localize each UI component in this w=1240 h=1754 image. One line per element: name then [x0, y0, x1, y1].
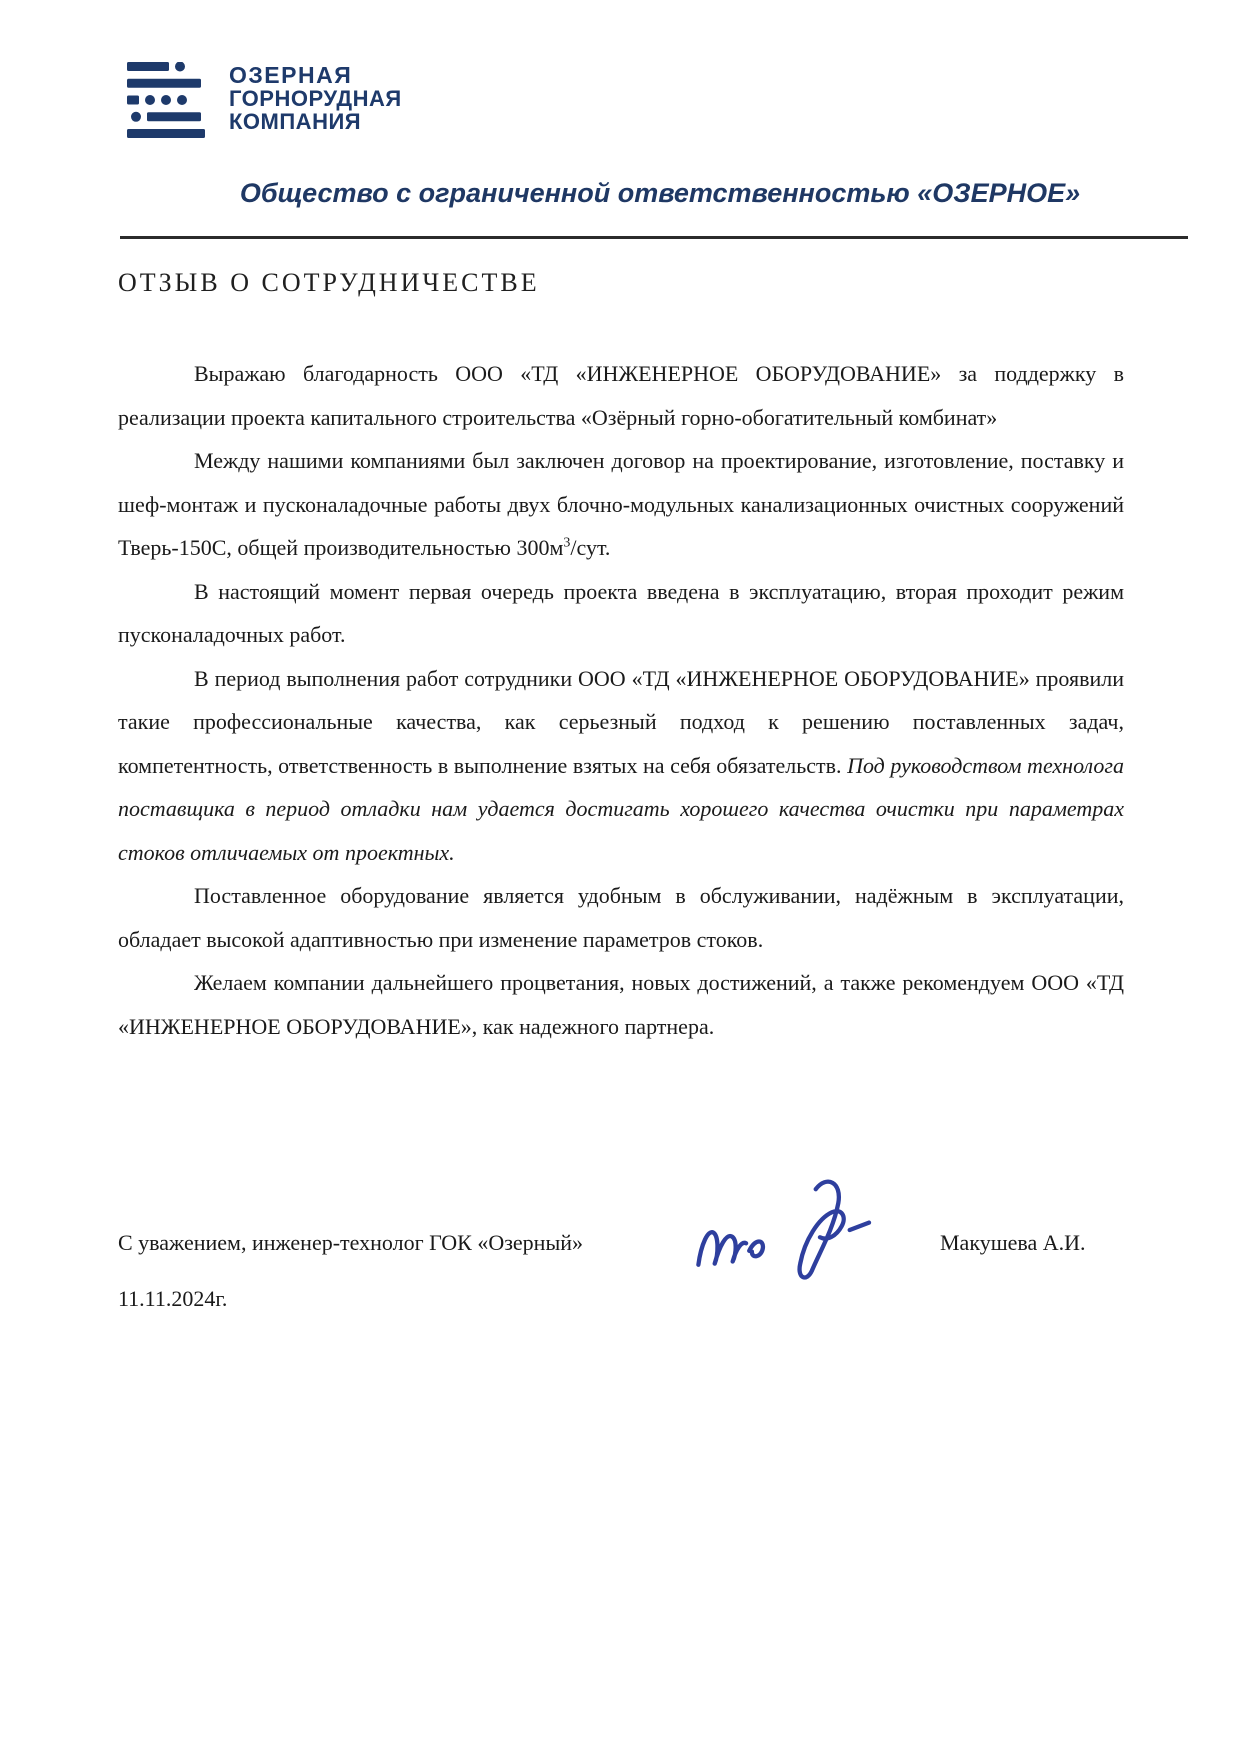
document-title: ОТЗЫВ О СОТРУДНИЧЕСТВЕ: [118, 268, 540, 297]
signature-date: 11.11.2024г.: [118, 1286, 228, 1311]
paragraph-4: [118, 657, 1124, 875]
paragraph-3-text: В настоящий момент первая очередь проекта введена в эксплуатацию, вторая проходит режим пусконаладочных работ.: [118, 578, 1124, 647]
company-logo: [127, 62, 402, 138]
logo-word-3: КОМПАНИЯ: [229, 109, 362, 134]
paragraph-5: [118, 874, 1124, 961]
letter-body: [118, 352, 1124, 1048]
paragraph-4-italic-text: Под руководством технолога поставщика в период отладки нам удается достигать хорошего качества очистки при параметрах стоков отличаемых от проектных.: [118, 752, 1124, 865]
logo-word-2: ГОРНОРУДНАЯ: [229, 86, 402, 111]
paragraph-3: [118, 570, 1124, 657]
handwritten-signature-icon: [676, 1171, 883, 1297]
closing-line: С уважением, инженер-технолог ГОК «Озерный»: [118, 1230, 584, 1255]
signer-name: Макушева А.И.: [940, 1230, 1086, 1255]
paragraph-6-text: Желаем компании дальнейшего процветания, новых достижений, а также рекомендуем ООО «ТД «ИНЖЕНЕРНОЕ ОБОРУДОВАНИЕ», как надежного партнера.: [118, 970, 1124, 1039]
logo-mark-icon: [127, 62, 207, 138]
superscript-3: 3: [563, 535, 571, 551]
paragraph-2: [118, 439, 1124, 570]
logo-wordmark: [229, 64, 402, 133]
logo-word-1: ОЗЕРНАЯ: [229, 62, 353, 88]
paragraph-1-text: Выражаю благодарность ООО «ТД «ИНЖЕНЕРНОЕ ОБОРУДОВАНИЕ» за поддержку в реализации проекта капитального строительства «Озёрный горно-обогатительный комбинат»: [118, 361, 1124, 430]
paragraph-2-tail: /сут.: [570, 535, 611, 560]
org-name-line: Общество с ограниченной ответственностью «ОЗЕРНОЕ»: [239, 178, 1081, 208]
paragraph-6: [118, 961, 1124, 1048]
paragraph-1: [118, 352, 1124, 439]
paragraph-2-text: Между нашими компаниями был заключен договор на проектирование, изготовление, поставку и шеф-монтаж и пусконаладочные работы двух блочно-модульных канализационных очистных сооружений Тверь-150С, общей производительностью 300м: [118, 448, 1124, 560]
paragraph-4-text: В период выполнения работ сотрудники ООО «ТД «ИНЖЕНЕРНОЕ ОБОРУДОВАНИЕ» проявили такие профессиональные качества, как серьезный подход к решению поставленных задач, компетентность, ответственность в выполнение взятых на себя обязательств.: [118, 665, 1124, 778]
header-rule: [120, 236, 1188, 239]
paragraph-5-text: Поставленное оборудование является удобным в обслуживании, надёжным в эксплуатации, обладает высокой адаптивностью при изменение параметров стоков.: [118, 883, 1124, 952]
